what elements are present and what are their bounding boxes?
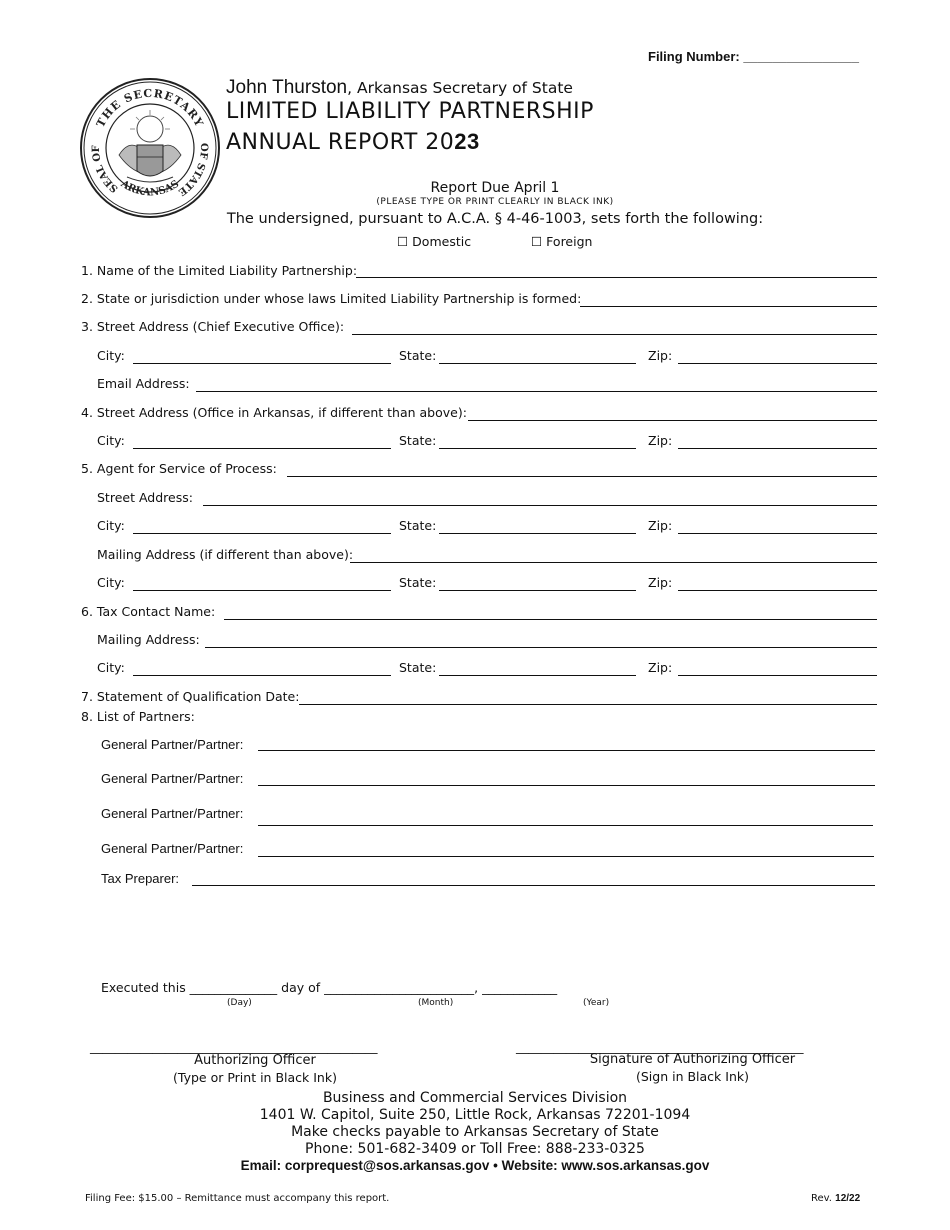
chief-office-line[interactable] — [352, 334, 877, 335]
office-address: 1401 W. Capitol, Suite 250, Little Rock, Arkansas 72201-1094 — [259, 1107, 691, 1123]
signature-note: (Sign in Black Ink) — [635, 1069, 749, 1084]
state-label: State: — [399, 575, 437, 590]
partner-label: General Partner/Partner: — [101, 737, 244, 752]
contact-info: Email: corprequest@sos.arkansas.gov • Website: www.sos.arkansas.gov — [240, 1158, 710, 1173]
street-label: Street Address: — [97, 490, 193, 505]
zip-line[interactable] — [678, 675, 877, 676]
state-seal-icon — [79, 77, 221, 219]
email-label: Email Address: — [97, 376, 190, 391]
signature-label: Signature of Authorizing Officer — [589, 1052, 796, 1067]
officer-label: Authorizing Officer — [194, 1053, 316, 1068]
state-line[interactable] — [439, 675, 636, 676]
field-label-llp-name: 1. Name of the Limited Liability Partnership: — [81, 263, 358, 278]
city-line[interactable] — [133, 590, 391, 591]
city-label: City: — [97, 518, 125, 533]
division-name: Business and Commercial Services Division — [322, 1090, 628, 1106]
mailing-line[interactable] — [205, 647, 877, 648]
field-label-qualification-date: 7. Statement of Qualification Date: — [81, 689, 300, 704]
form-title-line1: LIMITED LIABILITY PARTNERSHIP — [226, 99, 594, 124]
state-line[interactable] — [439, 448, 636, 449]
revision-value: 12/22 — [835, 1193, 861, 1204]
day-caption: (Day) — [227, 998, 252, 1008]
seal-left-text: SEAL OF — [90, 145, 121, 195]
report-due: Report Due April 1 — [430, 180, 560, 196]
arkansas-office-line[interactable] — [468, 420, 877, 421]
form-title-line2 — [226, 129, 480, 155]
phone-numbers: Phone: 501-682-3409 or Toll Free: 888-233-0325 — [305, 1141, 645, 1157]
city-label: City: — [97, 575, 125, 590]
authorizing-signature-line[interactable]: ______________________________________________ — [516, 1039, 804, 1054]
zip-line[interactable] — [678, 533, 877, 534]
executed-line[interactable]: Executed this ______________ day of ________________________, ____________ — [101, 980, 558, 995]
revision — [811, 1193, 860, 1204]
revision-label: Rev. — [811, 1193, 836, 1204]
zip-label: Zip: — [648, 348, 673, 363]
zip-line[interactable] — [678, 363, 877, 364]
svg-text:ARKANSAS — [118, 178, 181, 198]
state-label: State: — [399, 660, 437, 675]
zip-label: Zip: — [648, 433, 673, 448]
secretary-title: , Arkansas Secretary of State — [347, 79, 573, 97]
seal-right-text: OF STATE — [175, 142, 210, 198]
officer-note: (Type or Print in Black Ink) — [173, 1070, 337, 1085]
secretary-name: John Thurston — [226, 77, 348, 98]
mailing-diff-line[interactable] — [350, 562, 877, 563]
month-caption: (Month) — [418, 998, 454, 1008]
checkbox-foreign[interactable]: ☐ Foreign — [531, 234, 593, 249]
state-line[interactable] — [439, 590, 636, 591]
field-label-arkansas-office: 4. Street Address (Office in Arkansas, if different than above): — [81, 405, 467, 420]
zip-label: Zip: — [648, 518, 673, 533]
print-notice: (PLEASE TYPE OR PRINT CLEARLY IN BLACK INK) — [376, 197, 614, 207]
secretary-line — [226, 77, 573, 99]
state-line[interactable] — [439, 363, 636, 364]
qualification-date-line[interactable] — [299, 704, 877, 705]
llp-name-line[interactable] — [356, 277, 877, 278]
filing-number: Filing Number: ________________ — [648, 49, 860, 64]
field-label-tax-contact: 6. Tax Contact Name: — [81, 604, 216, 619]
city-label: City: — [97, 433, 125, 448]
state-label: State: — [399, 433, 437, 448]
agent-line[interactable] — [287, 476, 877, 477]
svg-text:THE SECRETARY — [94, 87, 206, 130]
city-line[interactable] — [133, 448, 391, 449]
statement: The undersigned, pursuant to A.C.A. § 4-46-1003, sets forth the following: — [226, 211, 764, 227]
partner-line-2[interactable] — [258, 785, 875, 786]
tax-contact-line[interactable] — [224, 619, 877, 620]
jurisdiction-line[interactable] — [580, 306, 877, 307]
checks-payable: Make checks payable to Arkansas Secretary of State — [291, 1124, 659, 1140]
field-label-partners: 8. List of Partners: — [81, 709, 195, 724]
street-line[interactable] — [203, 505, 877, 506]
filing-fee: Filing Fee: $15.00 – Remittance must accompany this report. — [85, 1193, 390, 1204]
zip-label: Zip: — [648, 575, 673, 590]
partner-label: General Partner/Partner: — [101, 806, 244, 821]
partner-label: General Partner/Partner: — [101, 841, 244, 856]
field-label-chief-office: 3. Street Address (Chief Executive Office): — [81, 319, 345, 334]
city-label: City: — [97, 348, 125, 363]
checkbox-domestic[interactable]: ☐ Domestic — [397, 234, 472, 249]
form-title-prefix: ANNUAL REPORT 20 — [226, 130, 455, 155]
city-line[interactable] — [133, 675, 391, 676]
tax-preparer-line[interactable] — [192, 885, 875, 886]
state-label: State: — [399, 348, 437, 363]
zip-line[interactable] — [678, 590, 877, 591]
seal-bottom-text: ARKANSAS — [118, 178, 182, 199]
partner-line-4[interactable] — [258, 856, 874, 857]
partner-line-3[interactable] — [258, 825, 873, 826]
zip-line[interactable] — [678, 448, 877, 449]
email-line[interactable] — [196, 391, 877, 392]
form-title-year: 23 — [454, 129, 480, 154]
year-caption: (Year) — [583, 998, 610, 1008]
mailing-diff-label: Mailing Address (if different than above): — [97, 547, 354, 562]
state-line[interactable] — [439, 533, 636, 534]
field-label-agent: 5. Agent for Service of Process: — [81, 461, 277, 476]
city-line[interactable] — [133, 363, 391, 364]
officer-signature-line[interactable]: ______________________________________________ — [90, 1039, 378, 1054]
tax-preparer-label: Tax Preparer: — [101, 871, 180, 886]
zip-label: Zip: — [648, 660, 673, 675]
field-label-jurisdiction: 2. State or jurisdiction under whose laws Limited Liability Partnership is formed: — [81, 291, 582, 306]
city-line[interactable] — [133, 533, 391, 534]
city-label: City: — [97, 660, 125, 675]
mailing-label: Mailing Address: — [97, 632, 200, 647]
seal-top-text: THE SECRETARY — [93, 86, 207, 130]
partner-label: General Partner/Partner: — [101, 771, 244, 786]
partner-line-1[interactable] — [258, 750, 875, 751]
state-label: State: — [399, 518, 437, 533]
